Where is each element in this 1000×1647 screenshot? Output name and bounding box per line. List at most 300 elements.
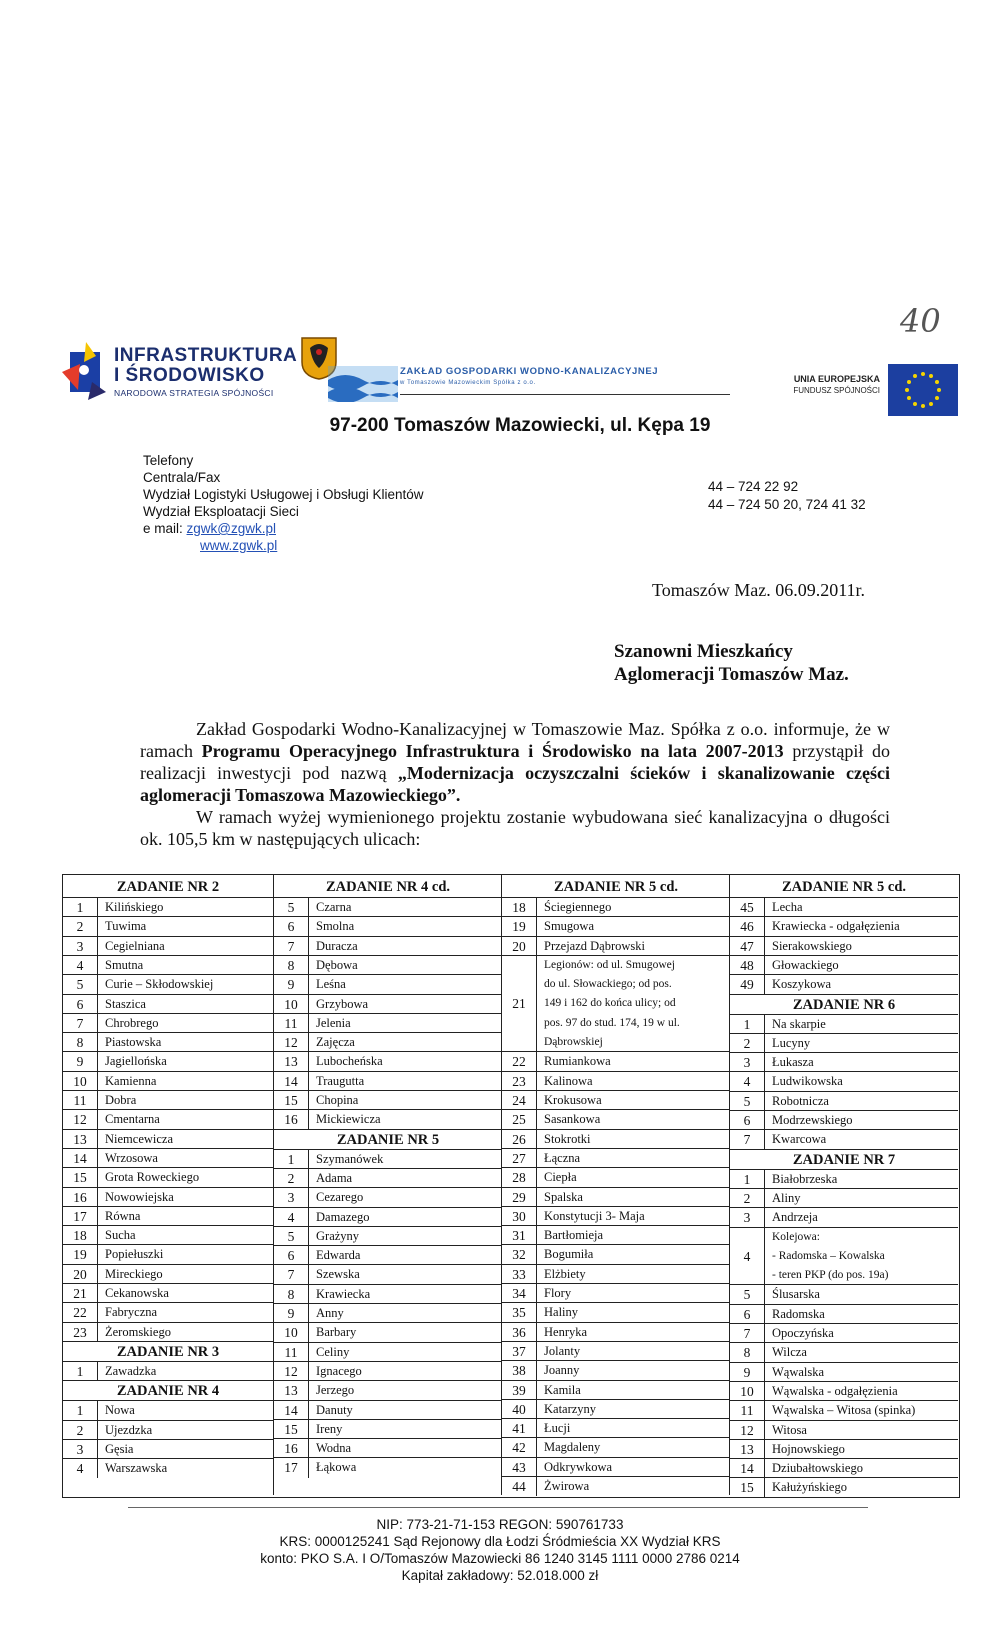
- row-number: 31: [502, 1226, 537, 1245]
- table-column-4: [729, 875, 958, 1495]
- street-name: Głowackiego: [772, 957, 839, 972]
- street-row: [63, 897, 273, 917]
- row-number: 20: [63, 1265, 98, 1284]
- row-number: 9: [274, 1304, 309, 1323]
- street-name: Sasankowa: [544, 1112, 601, 1127]
- street-name: Wąwalska: [772, 1364, 825, 1379]
- row-number: 7: [63, 1014, 98, 1033]
- row-number: 1: [730, 1170, 765, 1189]
- row-number: 2: [63, 917, 98, 936]
- row-number: 8: [63, 1033, 98, 1052]
- street-row: [730, 1129, 958, 1149]
- greeting: [614, 640, 849, 686]
- street-row: [274, 1457, 502, 1477]
- row-number: 23: [502, 1072, 537, 1091]
- row-number: 3: [730, 1053, 765, 1072]
- street-name: Radomska: [772, 1306, 825, 1321]
- zgwk-logo: [300, 336, 740, 406]
- street-row: [63, 1322, 273, 1342]
- street-name: Krawiecka - odgałęzienia: [772, 919, 900, 934]
- row-number: 40: [502, 1400, 537, 1419]
- street-name: Kwarcowa: [772, 1132, 827, 1147]
- www-link[interactable]: www.zgwk.pl: [200, 538, 278, 553]
- street-name: Anny: [316, 1306, 344, 1320]
- row-number: 11: [274, 1343, 309, 1362]
- street-row: [274, 1303, 502, 1323]
- street-row: [730, 936, 958, 956]
- street-name: Opoczyńska: [772, 1326, 834, 1340]
- street-row: [502, 1090, 730, 1110]
- email-link[interactable]: zgwk@zgwk.pl: [186, 521, 276, 536]
- street-name: Jerzego: [316, 1383, 355, 1398]
- logo-line2: I ŚRODOWISKO: [114, 365, 265, 386]
- row-number: 3: [63, 937, 98, 956]
- row-number: 3: [274, 1188, 309, 1207]
- footer-capital: Kapitał zakładowy: 52.018.000 zł: [401, 1568, 599, 1583]
- street-name: Lubocheńska: [316, 1054, 383, 1069]
- street-row: [274, 1322, 502, 1342]
- row-number: 35: [502, 1303, 537, 1322]
- task-header: ZADANIE NR 4 cd.: [325, 879, 451, 895]
- row-number: 1: [274, 1150, 309, 1169]
- task-header: ZADANIE NR 4: [63, 1380, 273, 1401]
- street-row: [730, 1033, 958, 1053]
- row-number: 47: [730, 937, 765, 956]
- street-name: Ludwikowska: [772, 1074, 843, 1089]
- street-row: [274, 1380, 502, 1400]
- phone-1: 44 – 724 22 92: [708, 479, 799, 494]
- street-name: Ciepła: [544, 1170, 577, 1185]
- street-row: [63, 916, 273, 936]
- street-row: [274, 1438, 502, 1458]
- row-number: 14: [63, 1149, 98, 1168]
- street-row: [502, 1322, 730, 1342]
- street-name-detail: pos. 97 do stud. 174, 19 w ul.: [544, 1016, 680, 1029]
- street-row: [502, 1283, 730, 1303]
- greeting-line2: Aglomeracji Tomaszów Maz.: [614, 664, 849, 685]
- street-name: Cezarego: [316, 1190, 364, 1205]
- row-number: 15: [63, 1168, 98, 1187]
- row-number: 21: [502, 956, 537, 1053]
- task-header: ZADANIE NR 5 cd.: [781, 879, 907, 895]
- row-number: 8: [274, 956, 309, 975]
- street-row: [63, 1206, 273, 1226]
- row-number: 34: [502, 1284, 537, 1303]
- row-number: 16: [274, 1110, 309, 1129]
- street-name: Na skarpie: [772, 1016, 826, 1031]
- row-number: 28: [502, 1168, 537, 1187]
- row-number: 7: [274, 1265, 309, 1284]
- row-number: 6: [730, 1111, 765, 1130]
- email-label: e mail:: [143, 521, 187, 536]
- street-row: [274, 897, 502, 917]
- street-row: [502, 936, 730, 956]
- street-row: [502, 1360, 730, 1380]
- row-number: 17: [274, 1458, 309, 1477]
- footer-divider: [128, 1507, 868, 1508]
- row-number: 43: [502, 1458, 537, 1477]
- street-name: Jagiellońska: [105, 1054, 167, 1069]
- row-number: 19: [502, 917, 537, 936]
- street-name: Spalska: [544, 1189, 583, 1204]
- row-number: 12: [274, 1362, 309, 1381]
- street-row: [730, 916, 958, 936]
- row-number: 20: [502, 937, 537, 956]
- street-row: [63, 1109, 273, 1129]
- p1-text-a: Zakład Gospodarki Wodno-Kanalizacyjnej w Tomaszowie Maz. Spółka z o.o. informuje, że w ramach: [140, 719, 890, 761]
- handwritten-page-number: 40: [900, 302, 941, 340]
- street-row: [63, 1225, 273, 1245]
- street-row: [63, 1439, 273, 1459]
- street-name: Ściegiennego: [544, 900, 612, 914]
- logo-line1: INFRASTRUKTURA: [114, 345, 298, 366]
- row-number: 36: [502, 1323, 537, 1342]
- street-name: Jelenia: [316, 1015, 351, 1030]
- street-row: [730, 1439, 958, 1459]
- street-name: Warszawska: [105, 1461, 168, 1476]
- street-row: [730, 1362, 958, 1382]
- zgwk-sub: w Tomaszowie Mazowieckim Spółka z o.o.: [400, 380, 536, 386]
- street-row: [274, 1284, 502, 1304]
- street-name: Zawadzka: [105, 1363, 157, 1378]
- task-header: ZADANIE NR 5 cd.: [553, 879, 679, 895]
- row-number: 21: [63, 1284, 98, 1303]
- street-name: Krokusowa: [544, 1093, 602, 1107]
- street-name: Tuwima: [105, 919, 147, 934]
- street-name: Kałużyńskiego: [772, 1480, 847, 1495]
- contact-www-row: [143, 537, 424, 554]
- street-row: [274, 1032, 502, 1052]
- street-row: [63, 1283, 273, 1303]
- row-number: 7: [730, 1324, 765, 1343]
- street-name: Dębowa: [316, 957, 358, 972]
- street-row: [730, 955, 958, 975]
- street-row: [274, 1109, 502, 1129]
- street-row: [730, 1323, 958, 1343]
- street-row: [502, 1071, 730, 1091]
- street-name: Sucha: [105, 1228, 136, 1243]
- street-row: [502, 897, 730, 917]
- street-name: Bogumiła: [544, 1247, 594, 1262]
- street-row: [502, 1244, 730, 1264]
- street-name: Cegielniana: [105, 938, 165, 953]
- street-name-detail: Dąbrowskiej: [544, 1036, 603, 1049]
- street-name: Sierakowskiego: [772, 938, 852, 953]
- street-row: [502, 1341, 730, 1361]
- street-row: [502, 1457, 730, 1477]
- street-row: [502, 1302, 730, 1322]
- street-row: [502, 1167, 730, 1187]
- street-row: [730, 1227, 958, 1286]
- street-name: Ireny: [316, 1421, 343, 1436]
- street-name: Lecha: [772, 900, 803, 914]
- street-name: Elżbiety: [544, 1266, 586, 1281]
- street-name: Grzybowa: [316, 996, 369, 1011]
- street-name: Haliny: [544, 1305, 579, 1320]
- row-number: 13: [730, 1440, 765, 1459]
- street-name: Szewska: [316, 1267, 360, 1282]
- letter-body: [140, 718, 890, 850]
- row-number: 44: [502, 1477, 537, 1496]
- street-name: Równa: [105, 1208, 141, 1223]
- street-row: [502, 1109, 730, 1129]
- street-row: [730, 1169, 958, 1189]
- row-number: 16: [274, 1439, 309, 1458]
- row-number: 15: [274, 1420, 309, 1439]
- p1-text-c: przystąpił do realizacji inwestycji pod nazwą: [140, 741, 890, 783]
- street-row: [274, 1342, 502, 1362]
- row-number: 11: [63, 1091, 98, 1110]
- footer-krs: KRS: 0000125241 Sąd Rejonowy dla Łodzi Śródmieścia XX Wydział KRS: [279, 1534, 721, 1549]
- row-number: 6: [274, 917, 309, 936]
- contact-block: [143, 452, 424, 554]
- row-number: 49: [730, 975, 765, 994]
- street-row: [274, 1245, 502, 1265]
- street-name: Popiełuszki: [105, 1247, 164, 1262]
- street-name: Szymanówek: [316, 1151, 384, 1166]
- street-name: Joanny: [544, 1363, 580, 1378]
- row-number: 13: [274, 1052, 309, 1071]
- street-name: Hojnowskiego: [772, 1441, 845, 1456]
- row-number: 12: [63, 1110, 98, 1129]
- street-name: Gęsia: [105, 1441, 134, 1456]
- street-row: [274, 1051, 502, 1071]
- street-name: Smolna: [316, 919, 355, 934]
- street-row: [502, 1225, 730, 1245]
- street-name: Witosa: [772, 1422, 807, 1437]
- water-wave-icon: [328, 366, 398, 402]
- row-number: 18: [502, 898, 537, 917]
- row-number: 6: [63, 995, 98, 1014]
- logo-divider: [400, 394, 730, 395]
- street-row: [63, 1032, 273, 1052]
- street-name: Aliny: [772, 1190, 801, 1205]
- street-row: [63, 1400, 273, 1420]
- street-row: [274, 1090, 502, 1110]
- street-row: [730, 974, 958, 994]
- street-row: [274, 1149, 502, 1169]
- row-number: 4: [63, 956, 98, 975]
- street-row: [63, 1361, 273, 1381]
- row-number: 12: [730, 1421, 765, 1440]
- street-row: [274, 1071, 502, 1091]
- street-row: [274, 1207, 502, 1227]
- row-number: 1: [730, 1015, 765, 1034]
- footer-nip: NIP: 773-21-71-153 REGON: 590761733: [376, 1517, 624, 1532]
- street-name-detail: - teren PKP (do pos. 19a): [772, 1269, 889, 1282]
- street-name: Białobrzeska: [772, 1171, 838, 1186]
- street-row: [274, 974, 502, 994]
- row-number: 1: [63, 1401, 98, 1420]
- street-row: [274, 1419, 502, 1439]
- street-row: [502, 1206, 730, 1226]
- ue-line2: FUNDUSZ SPÓJNOŚCI: [793, 386, 880, 395]
- paragraph-1: [140, 718, 890, 806]
- row-number: 1: [63, 1362, 98, 1381]
- street-name: Rumiankowa: [544, 1054, 611, 1069]
- street-name: Andrzeja: [772, 1210, 818, 1225]
- row-number: 4: [274, 1208, 309, 1227]
- street-name: Kilińskiego: [105, 900, 164, 914]
- street-row: [274, 1226, 502, 1246]
- street-name: Koszykowa: [772, 977, 832, 992]
- street-row: [730, 1304, 958, 1324]
- street-row: [730, 1071, 958, 1091]
- street-name: Łąkowa: [316, 1460, 357, 1475]
- street-row: [502, 1437, 730, 1457]
- street-row: [274, 955, 502, 975]
- street-name: Żeromskiego: [105, 1324, 171, 1339]
- row-number: 13: [274, 1381, 309, 1400]
- street-row: [502, 1380, 730, 1400]
- street-row: [730, 897, 958, 917]
- street-name: Adama: [316, 1170, 353, 1185]
- row-number: 10: [274, 1323, 309, 1342]
- street-row: [274, 1400, 502, 1420]
- street-name: Przejazd Dąbrowski: [544, 938, 646, 953]
- row-number: 4: [63, 1459, 98, 1478]
- street-row: [730, 1284, 958, 1304]
- row-number: 13: [63, 1130, 98, 1149]
- street-name: Dobra: [105, 1093, 137, 1107]
- table-column-1: [63, 875, 273, 1495]
- contact-operations-label: Wydział Eksploatacji Sieci: [143, 504, 299, 519]
- street-row: [502, 955, 730, 1053]
- street-name: Wilcza: [772, 1345, 807, 1360]
- row-number: 18: [63, 1226, 98, 1245]
- p1-project: „Modernizacja oczyszczalni ścieków i skanalizowanie części aglomeracji Tomaszowa Mazowieckiego”.: [140, 763, 890, 805]
- row-number: 7: [274, 937, 309, 956]
- street-row: [274, 1361, 502, 1381]
- footer: [0, 1516, 1000, 1584]
- zgwk-name: ZAKŁAD GOSPODARKI WODNO-KANALIZACYJNEJ: [400, 366, 659, 377]
- row-number: 9: [63, 1052, 98, 1071]
- street-name: Staszica: [105, 996, 146, 1011]
- street-row: [502, 916, 730, 936]
- street-name: Henryka: [544, 1324, 588, 1339]
- street-name: Wrzosowa: [105, 1150, 158, 1165]
- row-number: 46: [730, 917, 765, 936]
- street-name: Katarzyny: [544, 1401, 597, 1416]
- street-name: Traugutta: [316, 1073, 365, 1088]
- contact-central-label: Centrala/Fax: [143, 470, 221, 485]
- street-row: [63, 1420, 273, 1440]
- row-number: 5: [274, 1227, 309, 1246]
- street-row: [274, 916, 502, 936]
- street-name: Robotnicza: [772, 1093, 829, 1108]
- street-name: Cmentarna: [105, 1112, 160, 1127]
- street-name: Dziubałtowskiego: [772, 1461, 863, 1476]
- row-number: 14: [274, 1072, 309, 1091]
- street-name: Grota Roweckiego: [105, 1170, 200, 1185]
- street-name-detail: - Radomska – Kowalska: [772, 1249, 885, 1262]
- phone-numbers: [708, 478, 866, 513]
- street-row: [63, 1051, 273, 1071]
- contact-email-row: [143, 520, 424, 537]
- street-row: [730, 1400, 958, 1420]
- street-row: [63, 1244, 273, 1264]
- row-number: 27: [502, 1149, 537, 1168]
- task-header: ZADANIE NR 7: [730, 1149, 958, 1170]
- street-name: Wodna: [316, 1441, 352, 1456]
- street-table: [62, 874, 960, 1498]
- street-row: [730, 1091, 958, 1111]
- street-name-detail: 149 i 162 do końca ulicy; od: [544, 997, 676, 1010]
- row-number: 41: [502, 1419, 537, 1438]
- street-row: [63, 1264, 273, 1284]
- row-number: 19: [63, 1245, 98, 1264]
- row-number: 2: [63, 1421, 98, 1440]
- street-row: [274, 1168, 502, 1188]
- row-number: 24: [502, 1091, 537, 1110]
- street-name: Cekanowska: [105, 1286, 169, 1300]
- street-row: [63, 1129, 273, 1149]
- row-number: 5: [274, 898, 309, 917]
- street-name: Legionów: od ul. Smugowej: [544, 958, 675, 971]
- row-number: 37: [502, 1342, 537, 1361]
- street-row: [63, 1071, 273, 1091]
- contact-logistics-label: Wydział Logistyki Usługowej i Obsługi Klientów: [143, 487, 424, 502]
- infrastruktura-logo: [62, 342, 298, 412]
- p1-program: Programu Operacyjnego Infrastruktura i Środowisko na lata 2007-2013: [201, 741, 784, 761]
- street-row: [730, 1110, 958, 1130]
- street-row: [274, 936, 502, 956]
- street-name: Lucyny: [772, 1035, 811, 1050]
- street-name: Curie – Skłodowskiej: [105, 977, 214, 992]
- street-name: Piastowska: [105, 1035, 162, 1050]
- street-name: Danuty: [316, 1402, 353, 1417]
- row-number: 32: [502, 1245, 537, 1264]
- row-number: 7: [730, 1130, 765, 1149]
- street-name: Nowowiejska: [105, 1189, 174, 1204]
- street-name: Ujezdzka: [105, 1422, 153, 1437]
- street-name: Kamienna: [105, 1073, 157, 1088]
- row-number: 39: [502, 1381, 537, 1400]
- infrastruktura-mark-icon: [62, 342, 106, 404]
- street-name-detail: do ul. Słowackiego; od pos.: [544, 978, 672, 991]
- street-row: [274, 1264, 502, 1284]
- row-number: 5: [63, 975, 98, 994]
- street-name: Ślusarska: [772, 1287, 820, 1302]
- contact-phones-label: Telefony: [143, 453, 194, 468]
- row-number: 8: [730, 1343, 765, 1362]
- street-row: [502, 1187, 730, 1207]
- street-name: Magdaleny: [544, 1440, 601, 1455]
- street-name: Wąwalska – Witosa (spinka): [772, 1403, 916, 1418]
- street-row: [63, 1302, 273, 1322]
- street-row: [502, 1264, 730, 1284]
- street-row: [730, 1381, 958, 1401]
- street-row: [63, 974, 273, 994]
- table-column-2: [273, 875, 502, 1495]
- street-name: Ignacego: [316, 1363, 362, 1378]
- street-name: Wąwalska - odgałęzienia: [772, 1383, 898, 1398]
- row-number: 4: [730, 1072, 765, 1091]
- street-row: [730, 1207, 958, 1227]
- street-name: Barbary: [316, 1325, 357, 1340]
- street-name: Damazego: [316, 1209, 370, 1224]
- row-number: 10: [63, 1072, 98, 1091]
- street-row: [502, 1148, 730, 1168]
- street-row: [502, 1051, 730, 1071]
- street-name: Edwarda: [316, 1248, 361, 1263]
- street-name: Duracza: [316, 938, 358, 953]
- street-row: [502, 1129, 730, 1149]
- task-header: ZADANIE NR 3: [63, 1341, 273, 1362]
- row-number: 48: [730, 956, 765, 975]
- row-number: 45: [730, 898, 765, 917]
- row-number: 4: [730, 1228, 765, 1286]
